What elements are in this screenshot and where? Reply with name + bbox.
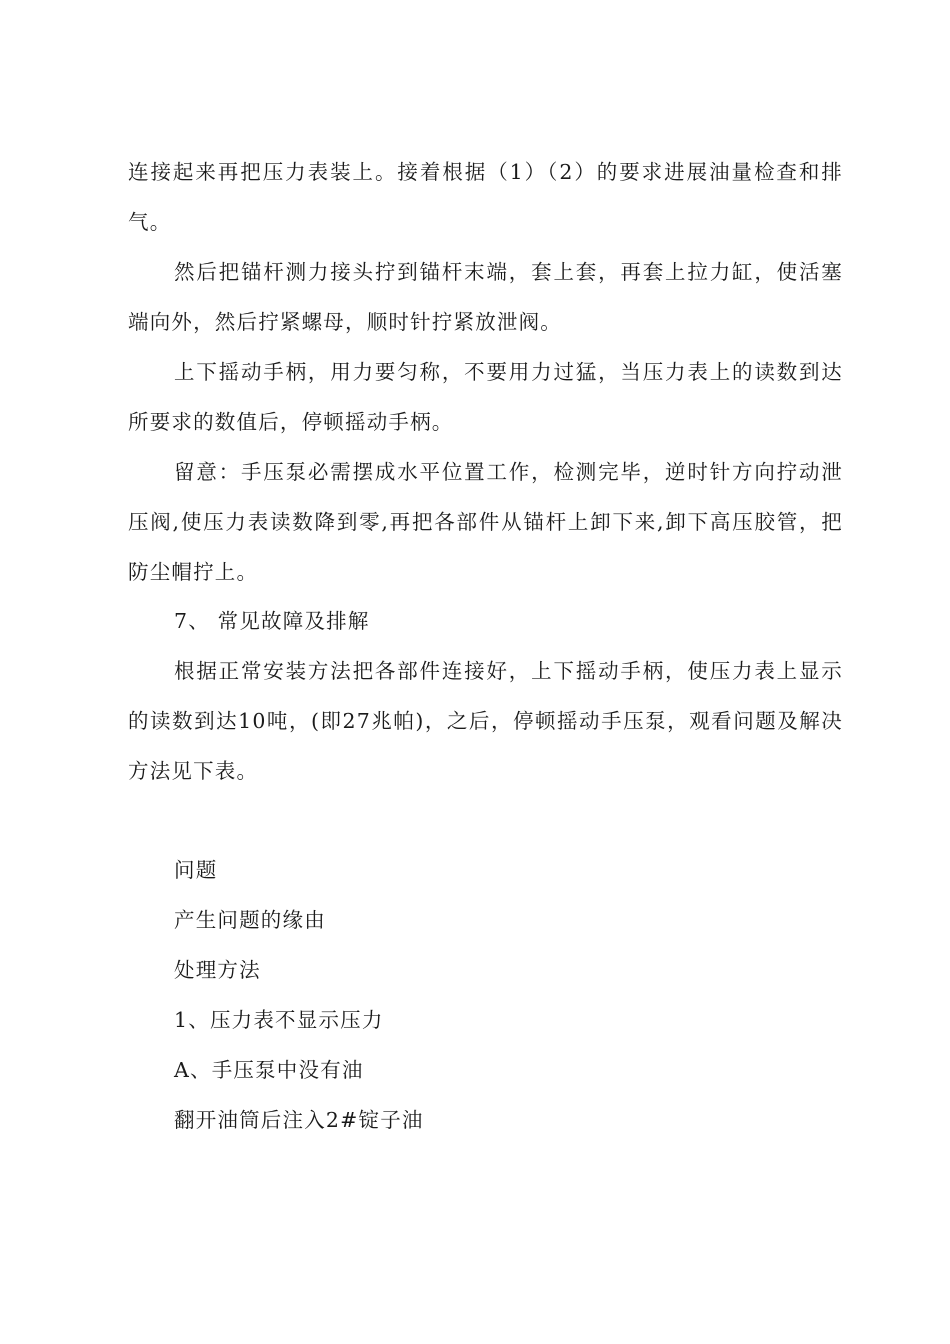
paragraph-troubleshooting-intro: 根据正常安装方法把各部件连接好，上下摇动手柄，使压力表上显示的读数到达10吨，(即27兆帕)，之后，停顿摇动手压泵，观看问题及解决方法见下表。 (128, 659, 843, 783)
section-heading-troubleshooting: 7、 常见故障及排解 (174, 609, 370, 633)
table-cell-cause-1a: A、手压泵中没有油 (174, 1058, 364, 1082)
paragraph-install-steps: 然后把锚杆测力接头拧到锚杆末端，套上套，再套上拉力缸，使活塞端向外，然后拧紧螺母，顺时针拧紧放泄阀。 (128, 260, 843, 334)
table-header-problem: 问题 (174, 858, 218, 882)
table-header-cause: 产生问题的缘由 (174, 908, 326, 932)
paragraph-notice: 留意：手压泵必需摆成水平位置工作，检测完毕，逆时针方向拧动泄压阀,使压力表读数降到零,再把各部件从锚杆上卸下来,卸下高压胶管，把防尘帽拧上。 (128, 460, 843, 584)
table-header-solution: 处理方法 (174, 958, 261, 982)
paragraph-pump-handle: 上下摇动手柄，用力要匀称，不要用力过猛，当压力表上的读数到达所要求的数值后，停顿摇动手柄。 (128, 360, 843, 434)
table-cell-problem-1: 1、压力表不显示压力 (174, 1008, 384, 1032)
paragraph-continuation: 连接起来再把压力表装上。接着根据（1）（2）的要求进展油量检查和排气。 (128, 160, 843, 234)
table-cell-solution-1a: 翻开油筒后注入2#锭子油 (174, 1108, 424, 1132)
